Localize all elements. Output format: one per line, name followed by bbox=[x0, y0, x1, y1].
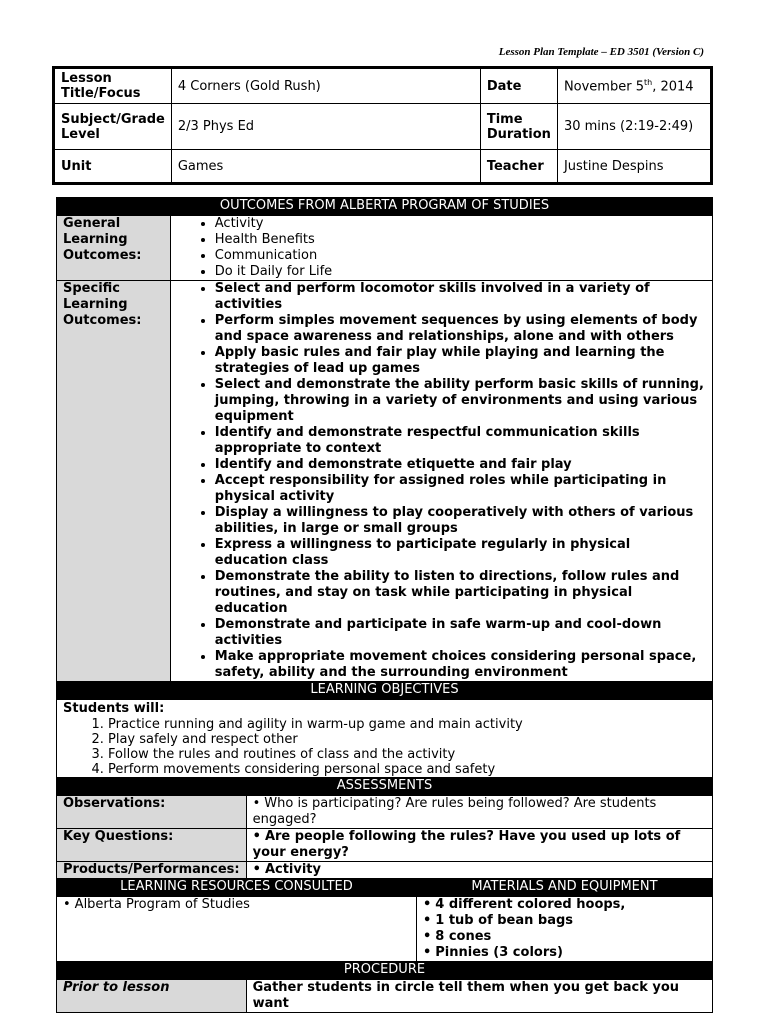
material-item: • Pinnies (3 colors) bbox=[422, 945, 563, 960]
resources-list bbox=[63, 897, 410, 913]
specific-outcome-item: • Demonstrate and participate in safe warm-up and cool-down activities bbox=[215, 617, 706, 649]
outcomes-heading: OUTCOMES FROM ALBERTA PROGRAM OF STUDIES bbox=[57, 198, 713, 216]
specific-outcome-item: • Identify and demonstrate respectful communication skills appropriate to context bbox=[215, 425, 706, 457]
specific-outcome-item: • Express a willingness to participate regularly in physical education class bbox=[215, 537, 706, 569]
specific-outcomes-list bbox=[171, 281, 706, 681]
objectives-heading: LEARNING OBJECTIVES bbox=[57, 682, 713, 700]
materials-list bbox=[423, 897, 706, 961]
objectives-cell bbox=[57, 700, 713, 778]
bullet-icon: • bbox=[422, 913, 432, 928]
page-number: 1 bbox=[697, 964, 704, 979]
materials-heading: MATERIALS AND EQUIPMENT bbox=[416, 879, 712, 897]
general-outcome-item: • Activity bbox=[215, 216, 706, 232]
general-outcome-item: • Communication bbox=[215, 248, 706, 264]
key-questions-label: Key Questions: bbox=[57, 829, 247, 862]
teacher-value: Justine Despins bbox=[557, 150, 711, 184]
material-item: • 4 different colored hoops, bbox=[422, 897, 626, 912]
footer-credit: Adapted from a template created by Dr. K. Roscoe bbox=[64, 966, 265, 977]
unit-value: Games bbox=[171, 150, 480, 184]
bullet-icon: • bbox=[422, 945, 432, 960]
bullet-icon: • bbox=[63, 897, 71, 912]
subject-value: 2/3 Phys Ed bbox=[171, 104, 480, 150]
general-outcomes-list bbox=[171, 216, 706, 280]
specific-outcome-item: • Select and perform locomotor skills involved in a variety of activities bbox=[215, 281, 706, 313]
objective-item: 4. Perform movements considering personal space and safety bbox=[108, 762, 706, 777]
prior-to-lesson-value: Gather students in circle tell them when you get back you want bbox=[246, 980, 712, 1013]
lesson-title-label: Lesson Title/Focus bbox=[54, 68, 172, 104]
lesson-info-table bbox=[52, 66, 713, 185]
time-label: Time Duration bbox=[480, 104, 557, 150]
materials-cell bbox=[416, 897, 712, 962]
specific-outcome-item: • Accept responsibility for assigned roles while participating in physical activity bbox=[215, 473, 706, 505]
specific-outcomes-cell bbox=[170, 281, 712, 682]
resources-heading: LEARNING RESOURCES CONSULTED bbox=[57, 879, 417, 897]
date-label: Date bbox=[480, 68, 557, 104]
products-value: • Activity bbox=[246, 862, 712, 879]
observations-value: • Who is participating? Are rules being followed? Are students engaged? bbox=[246, 796, 712, 829]
material-item: • 1 tub of bean bags bbox=[422, 913, 574, 928]
teacher-label: Teacher bbox=[480, 150, 557, 184]
observations-label: Observations: bbox=[57, 796, 247, 829]
assessments-heading: ASSESSMENTS bbox=[57, 778, 713, 796]
specific-outcome-item: • Select and demonstrate the ability perform basic skills of running, jumping, throwing in a variety of environments and using various equipment bbox=[215, 377, 706, 425]
bullet-icon: • bbox=[422, 897, 432, 912]
lesson-plan-table bbox=[56, 197, 713, 1013]
resources-cell bbox=[57, 897, 417, 962]
prior-to-lesson-label: Prior to lesson bbox=[57, 980, 247, 1013]
lesson-title-value: 4 Corners (Gold Rush) bbox=[171, 68, 480, 104]
bullet-icon: • bbox=[422, 929, 432, 944]
general-outcomes-cell bbox=[170, 216, 712, 281]
general-outcomes-label: General Learning Outcomes: bbox=[57, 216, 171, 281]
procedure-heading: PROCEDURE bbox=[57, 962, 713, 980]
time-value: 30 mins (2:19-2:49) bbox=[557, 104, 711, 150]
objective-item: 3. Follow the rules and routines of class and the activity bbox=[108, 747, 706, 762]
products-label: Products/Performances: bbox=[57, 862, 247, 879]
specific-outcome-item: • Demonstrate the ability to listen to directions, follow rules and routines, and stay on task while participating in physical education bbox=[215, 569, 706, 617]
subject-label: Subject/Grade Level bbox=[54, 104, 172, 150]
resource-item: • Alberta Program of Studies bbox=[63, 897, 250, 912]
material-item: • 8 cones bbox=[422, 929, 492, 944]
general-outcome-item: • Health Benefits bbox=[215, 232, 706, 248]
objectives-intro: Students will: bbox=[63, 701, 165, 716]
specific-outcome-item: • Display a willingness to play cooperatively with others of various abilities, in large or small groups bbox=[215, 505, 706, 537]
objective-item: 2. Play safely and respect other bbox=[108, 732, 706, 747]
specific-outcomes-label: Specific Learning Outcomes: bbox=[57, 281, 171, 682]
specific-outcome-item: • Apply basic rules and fair play while playing and learning the strategies of lead up games bbox=[215, 345, 706, 377]
specific-outcome-item: • Perform simples movement sequences by using elements of body and space awareness and relationships, alone and with others bbox=[215, 313, 706, 345]
objective-item: 1. Practice running and agility in warm-up game and main activity bbox=[108, 717, 706, 732]
document-header: Lesson Plan Template – ED 3501 (Version C) bbox=[498, 46, 704, 58]
specific-outcome-item: • Make appropriate movement choices considering personal space, safety, ability and the surrounding environment bbox=[215, 649, 706, 681]
general-outcome-item: • Do it Daily for Life bbox=[215, 264, 706, 280]
objectives-list bbox=[63, 717, 706, 777]
unit-label: Unit bbox=[54, 150, 172, 184]
key-questions-value: • Are people following the rules? Have you used up lots of your energy? bbox=[246, 829, 712, 862]
date-value: November 5th, 2014 bbox=[557, 68, 711, 104]
specific-outcome-item: • Identify and demonstrate etiquette and fair play bbox=[215, 457, 706, 473]
